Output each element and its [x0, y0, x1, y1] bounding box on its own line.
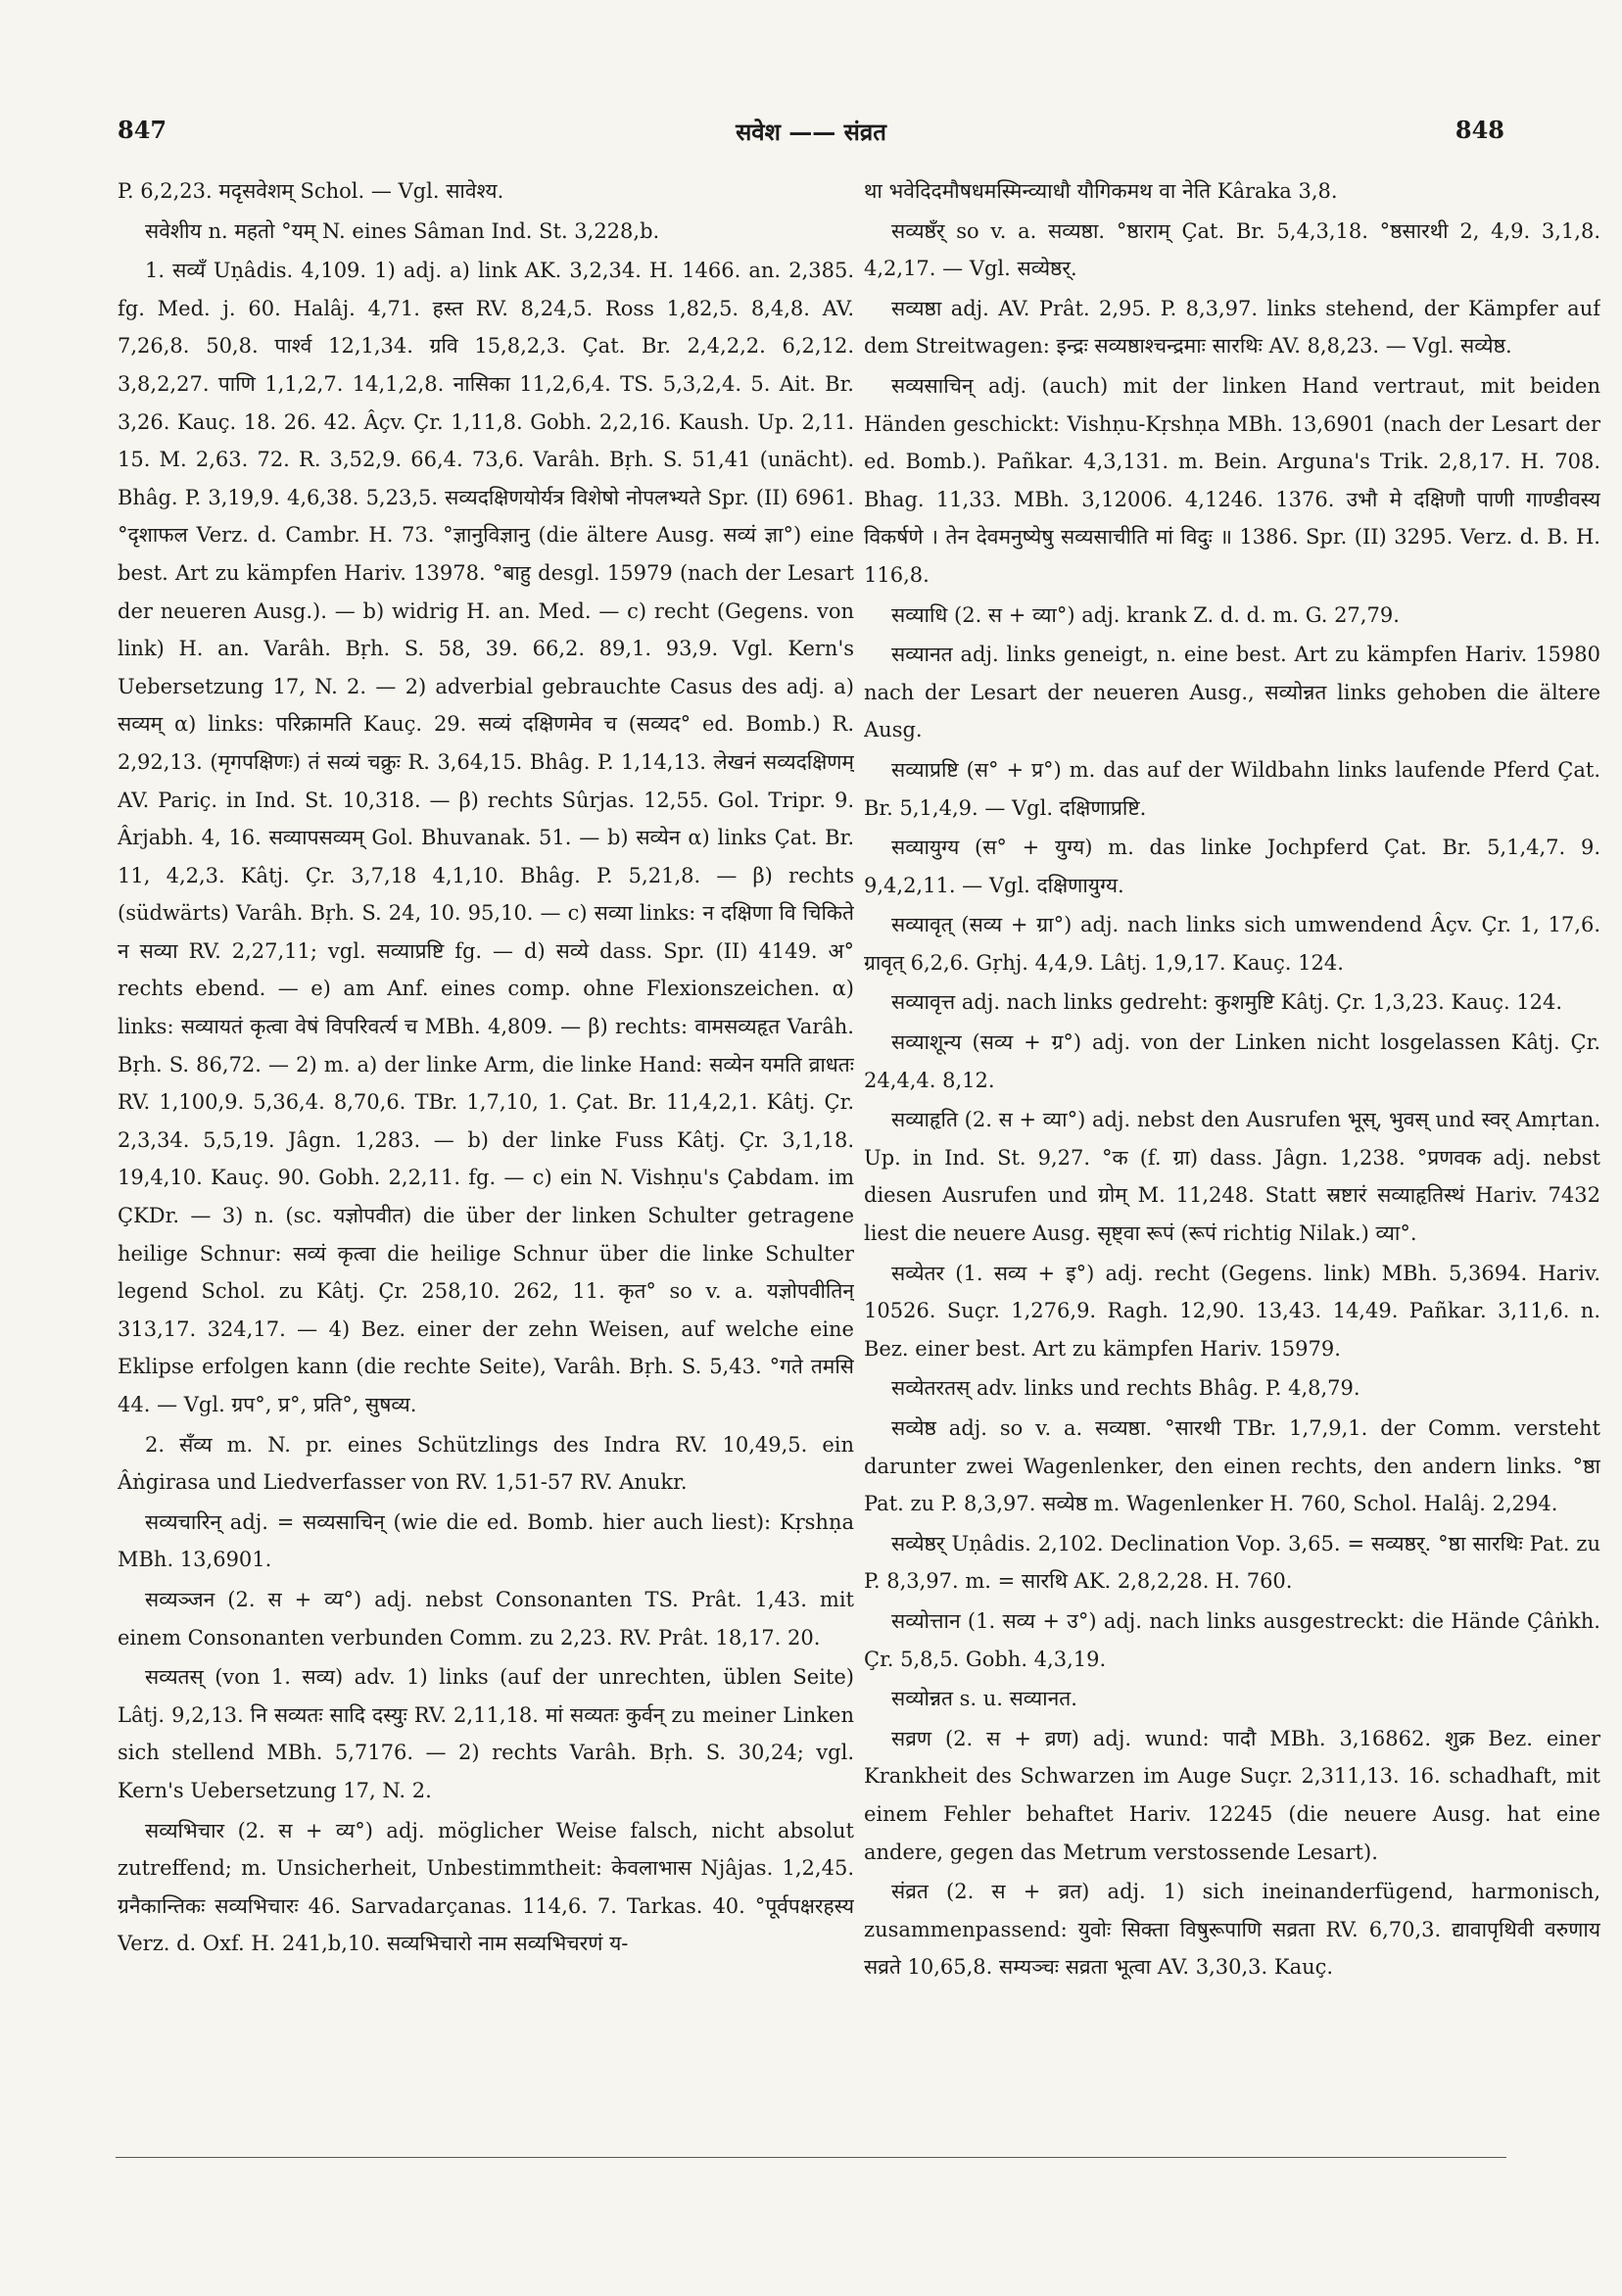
dictionary-entry: सव्याधि (2. स + व्या°) adj. krank Z. d. d. m. G. 27,79.: [891, 602, 1400, 627]
dictionary-entry: सव्यतस् (von 1. सव्य) adv. 1) links (auf der unrechten, üblen Seite) Lâtj. 9,2,13. नि सव्यतः सादि दस्युः RV. 2,11,18. मां सव्यतः कुर्वन् zu meiner Linken sich stellend MBh. 5,7176. — 2) rechts Varâh. Bṛh. S. 30,24; vgl. Kern's Uebersetzung 17, N. 2.: [118, 1665, 854, 1802]
dictionary-entry: सव्योत्तान (1. सव्य + उ°) adj. nach links ausgestreckt: die Hände Çâṅkh. Çr. 5,8,5. Gobh. 4,3,19.: [864, 1608, 1600, 1671]
dictionary-entry: सवेशीय n. महतो °यम् N. eines Sâman Ind. St. 3,228,b.: [145, 218, 660, 243]
dictionary-entry: सव्यष्ठा adj. AV. Prât. 2,95. P. 8,3,97. links stehend, der Kämpfer auf dem Streitwagen: इन्द्रः सव्यष्ठाश्चन्द्रमाः सारथिः AV. 8,8,23. — Vgl. सव्येष्ठ.: [864, 296, 1600, 359]
footer-rule: [116, 2157, 1506, 2158]
dictionary-entry: सव्रण (2. स + व्रण) adj. wund: पादौ MBh. 3,16862. शुक्र Bez. einer Krankheit des Schwarzen im Auge Suçr. 2,311,13. 16. schadhaft, mit einem Fehler behaftet Hariv. 12245 (die neuere Ausg. hat eine andere, gegen das Metrum verstossende Lesart).: [864, 1726, 1600, 1864]
dictionary-entry: सव्यष्ठँर् so v. a. सव्यष्ठा. °ष्ठाराम् Çat. Br. 5,4,3,18. °ष्ठसारथी 2, 4,9. 3,1,8. 4,2,17. — Vgl. सव्येष्ठर्.: [864, 218, 1600, 281]
dictionary-entry: सव्यचारिन् adj. = सव्यसाचिन् (wie die ed. Bomb. hier auch liest): Kṛshṇa MBh. 13,6901.: [118, 1509, 854, 1572]
page-number-right: 848: [1455, 116, 1504, 144]
right-column: [864, 172, 1600, 2082]
running-head: सवेश —— संव्रत: [736, 118, 886, 146]
dictionary-entry: सव्येतर (1. सव्य + इ°) adj. recht (Gegens. link) MBh. 5,3694. Hariv. 10526. Suçr. 1,276,9. Ragh. 12,90. 13,43. 14,49. Pañkar. 3,11,6. n. Bez. einer best. Art zu kämpfen Hariv. 15979.: [864, 1261, 1600, 1361]
page-number-left: 847: [118, 116, 167, 144]
dictionary-entry: सव्यावृत् (सव्य + ग्रा°) adj. nach links sich umwendend Âçv. Çr. 1, 17,6. ग्रावृत् 6,2,6. Gṛhj. 4,4,9. Lâtj. 1,9,17. Kauç. 124.: [864, 913, 1600, 975]
dictionary-entry: था भवेदिदमौषधमस्मिन्व्याधौ यौगिकमथ वा नेति Kâraka 3,8.: [864, 179, 1338, 203]
dictionary-entry: सव्याहृति (2. स + व्या°) adj. nebst den Ausrufen भूस्, भुवस् und स्वर् Amṛtan. Up. in Ind. St. 9,27. °क (f. ग्रा) dass. Jâgn. 1,238. °प्रणवक adj. nebst diesen Ausrufen und ग्रोम् M. 11,248. Statt स्रष्टारं सव्याहृतिस्थं Hariv. 7432 liest die neuere Ausg. सृष्ट्वा रूपं (रूपं richtig Nilak.) व्या°.: [864, 1108, 1600, 1246]
dictionary-entry: 1. सव्यँ Uṇâdis. 4,109. 1) adj. a) link AK. 3,2,34. H. 1466. an. 2,385. fg. Med. j. 60. Halâj. 4,71. हस्त RV. 8,24,5. Ross 1,82,5. 8,4,8. AV. 7,26,8. 50,8. पार्श्व 12,1,34. ग्रवि 15,8,2,3. Çat. Br. 2,4,2,2. 6,2,12. 3,8,2,27. पाणि 1,1,2,7. 14,1,2,8. नासिका 11,2,6,4. TS. 5,3,2,4. 5. Ait. Br. 3,26. Kauç. 18. 26. 42. Âçv. Çr. 1,11,8. Gobh. 2,2,16. Kaush. Up. 2,11. 15. M. 2,63. 72. R. 3,52,9. 66,4. 73,6. Varâh. Bṛh. S. 51,41 (unächt). Bhâg. P. 3,19,9. 4,6,38. 5,23,5. सव्यदक्षिणयोर्यत्र विशेषो नोपलभ्यते Spr. (II) 6961. °दृशाफल Verz. d. Cambr. H. 73. °ज्ञानुविज्ञानु (die ältere Ausg. सव्यं ज्ञा°) eine best. Art zu kämpfen Hariv. 13978. °बाहु desgl. 15979 (nach der Lesart der neueren Ausg.). — b) widrig H. an. Med. — c) recht (Gegens. von link) H. an. Varâh. Bṛh. S. 58, 39. 66,2. 89,1. 93,9. Vgl. Kern's Uebersetzung 17, N. 2. — 2) adverbial gebrauchte Casus des adj. a) सव्यम् α) links: परिक्रामति Kauç. 29. सव्यं दक्षिणमेव च (सव्यद° ed. Bomb.) R. 2,92,13. (मृगपक्षिणः) तं सव्यं चक्रुः R. 3,64,15. Bhâg. P. 1,14,13. लेखनं सव्यदक्षिणम् AV. Pariç. in Ind. St. 10,318. — β) rechts Sûrjas. 12,55. Gol. Tripr. 9. Ârjabh. 4, 16. सव्यापसव्यम् Gol. Bhuvanak. 51. — b) सव्येन α) links Çat. Br. 11, 4,2,3. Kâtj. Çr. 3,7,18 4,1,10. Bhâg. P. 5,21,8. — β) rechts (südwärts) Varâh. Bṛh. S. 24, 10. 95,10. — c) सव्या links: न दक्षिणा वि चिकिते न सव्या RV. 2,27,11; vgl. सव्याप्रष्टि fg. — d) सव्ये dass. Spr. (II) 4149. अ° rechts ebend. — e) am Anf. eines comp. ohne Flexionszeichen. α) links: सव्यायतं कृत्वा वेषं विपरिवर्त्य च MBh. 4,809. — β) rechts: वामसव्यहृत Varâh. Bṛh. S. 86,72. — 2) m. a) der linke Arm, die linke Hand: सव्येन यमति व्राधतः RV. 1,100,9. 5,36,4. 8,70,6. TBr. 1,7,10, 1. Çat. Br. 11,4,2,1. Kâtj. Çr. 2,3,34. 5,5,19. Jâgn. 1,283. — b) der linke Fuss Kâtj. Çr. 3,1,18. 19,4,10. Kauç. 90. Gobh. 2,2,11. fg. — c) ein N. Vishṇu's Çabdam. im ÇKDr. — 3) n. (sc. यज्ञोपवीत) die über der linken Schulter getragene heilige Schnur: सव्यं कृत्वा die heilige Schnur über die linke Schulter legend Schol. zu Kâtj. Çr. 258,10. 262, 11. कृत° so v. a. यज्ञोपवीतिन् 313,17. 324,17. — 4) Bez. einer der zehn Weisen, auf welche eine Eklipse erfolgen kann (die rechte Seite), Varâh. Bṛh. S. 5,43. °गते तमसि 44. — Vgl. ग्रप°, प्र°, प्रति°, सुषव्य.: [118, 259, 854, 1416]
dictionary-entry: सव्यभिचार (2. स + व्य°) adj. möglicher Weise falsch, nicht absolut zutreffend; m. Unsicherheit, Unbestimmtheit: केवलाभास Njâjas. 1,2,45. ग्रनैकान्तिकः सव्यभिचारः 46. Sarvadarçanas. 114,6. 7. Tarkas. 40. °पूर्वपक्षरहस्य Verz. d. Oxf. H. 241,b,10. सव्यभिचारो नाम सव्यभिचरणं य-: [118, 1818, 854, 1956]
page-header: [118, 116, 1504, 155]
dictionary-entry: सव्यावृत्त adj. nach links gedreht: कुशमुष्टि Kâtj. Çr. 1,3,23. Kauç. 124.: [891, 990, 1563, 1015]
dictionary-entry: सव्येष्ठ adj. so v. a. सव्यष्ठा. °सारथी TBr. 1,7,9,1. der Comm. versteht darunter zwei Wagenlenker, den einen rechts, den andern links. °ष्ठा Pat. zu P. 8,3,97. सव्येष्ठ m. Wagenlenker H. 760, Schol. Halâj. 2,294.: [864, 1416, 1600, 1516]
dictionary-entry: सव्यञ्जन (2. स + व्य°) adj. nebst Consonanten TS. Prât. 1,43. mit einem Consonanten verbunden Comm. zu 2,23. RV. Prât. 18,17. 20.: [118, 1587, 854, 1650]
dictionary-entry: सव्याशून्य (सव्य + ग्र°) adj. von der Linken nicht losgelassen Kâtj. Çr. 24,4,4. 8,12.: [864, 1030, 1600, 1092]
dictionary-entry: सव्येतरतस् adv. links und rechts Bhâg. P. 4,8,79.: [891, 1376, 1360, 1401]
dictionary-entry: संव्रत (2. स + व्रत) adj. 1) sich ineinanderfügend, harmonisch, zusammenpassend: युवोः सिक्ता विषुरूपाणि सव्रता RV. 6,70,3. द्यावापृथिवी वरुणाय सव्रते 10,65,8. सम्यञ्चः सव्रता भूत्वा AV. 3,30,3. Kauç.: [864, 1880, 1600, 1980]
dictionary-entry: सव्यसाचिन् adj. (auch) mit der linken Hand vertraut, mit beiden Händen geschickt: Vishṇu-Kṛshṇa MBh. 13,6901 (nach der Lesart der ed. Bomb.). Pañkar. 4,3,131. m. Bein. Arguna's Trik. 2,8,17. H. 708. Bhag. 11,33. MBh. 3,12006. 4,1246. 1376. उभौ मे दक्षिणौ पाणी गाण्डीवस्य विकर्षणे । तेन देवमनुष्येषु सव्यसाचीति मां विदुः ॥ 1386. Spr. (II) 3295. Verz. d. B. H. 116,8.: [864, 373, 1600, 587]
dictionary-entry: सव्याप्रष्टि (स° + प्र°) m. das auf der Wildbahn links laufende Pferd Çat. Br. 5,1,4,9. — Vgl. दक्षिणाप्रष्टि.: [864, 757, 1600, 820]
dictionary-entry: सव्यायुग्य (स° + युग्य) m. das linke Jochpferd Çat. Br. 5,1,4,7. 9. 9,4,2,11. — Vgl. दक्षिणायुग्य.: [864, 836, 1600, 897]
dictionary-entry: P. 6,2,23. मदृसवेशम् Schol. — Vgl. सावेश्य.: [118, 179, 504, 203]
dictionary-entry: 2. सँव्य m. N. pr. eines Schützlings des Indra RV. 10,49,5. ein Âṅgirasa und Liedverfasser von RV. 1,51-57 RV. Anukr.: [118, 1432, 854, 1495]
dictionary-entry: सव्यानत adj. links geneigt, n. eine best. Art zu kämpfen Hariv. 15980 nach der Lesart der neueren Ausg., सव्योन्नत links gehoben die ältere Ausg.: [864, 643, 1600, 742]
left-column: [118, 172, 854, 2082]
dictionary-entry: सव्योन्नत s. u. सव्यानत.: [891, 1687, 1077, 1711]
dictionary-entry: सव्येष्ठर् Uṇâdis. 2,102. Declination Vop. 3,65. = सव्यष्ठर्. °ष्ठा सारथिः Pat. zu P. 8,3,97. m. = सारथि AK. 2,8,2,28. H. 760.: [864, 1531, 1600, 1594]
